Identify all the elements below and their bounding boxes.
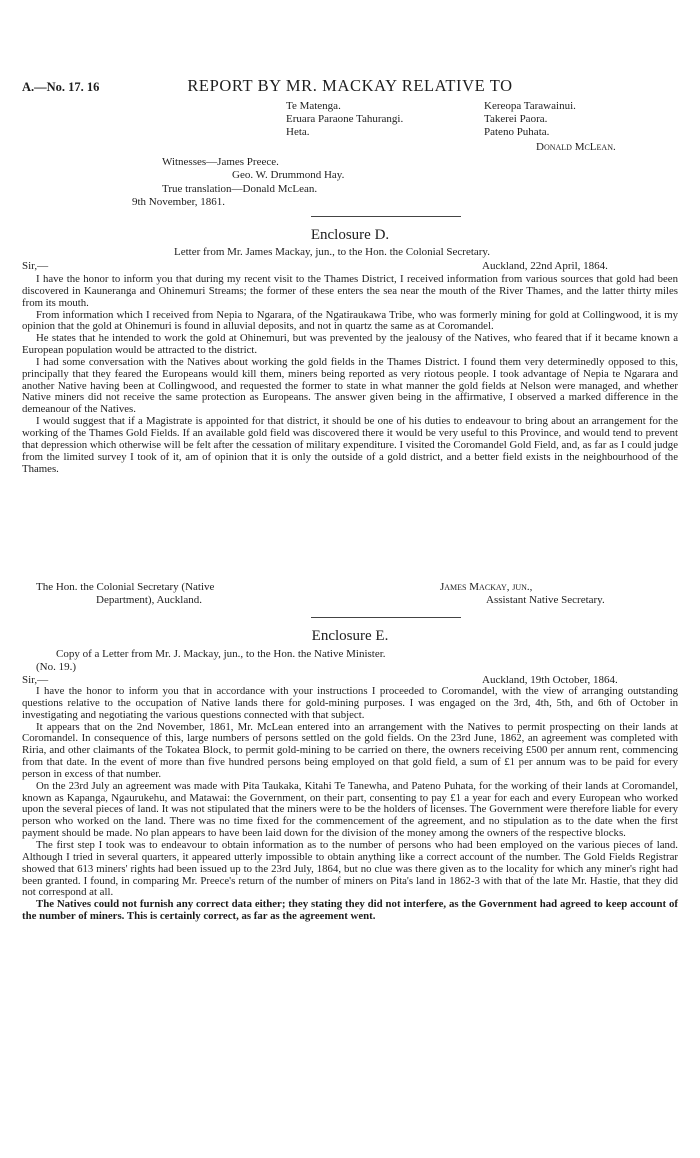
enclosure-e-place-date: Auckland, 19th October, 1864. [482,674,618,686]
paragraph: I would suggest that if a Magistrate is appointed for that district, it should be one of his duties to endeavour to bring about an arrangement for the working of the Thames Gold Fields. If an available gold field was discovered there it would be very useful to this Province, and would tend to prevent that depression which otherwise will be felt after the cessation of military expenditure. I visited the Coromandel Gold Field, and, as far as I could judge from the limited survey I took of it, am of opinion that it is only the outside of a gold district, and a better field exists in the neighbourhood of the Thames. [22,415,678,475]
signatory-name: Kereopa Tarawainui. [484,100,576,112]
enclosure-e-body [22,686,678,923]
enclosure-d-salutation: Sir,— [22,260,49,272]
enclosure-e-heading: Enclosure E. [311,628,389,644]
section-divider [311,216,461,217]
enclosure-d-heading: Enclosure D. [310,227,390,243]
paragraph: I have the honor to inform you that in accordance with your instructions I proceeded to Coromandel, with the view of arranging outstanding questions relative to the occupation of Native lands there for gold-mining purposes. I was engaged on the 3rd, 4th, 5th, and 6th of October in investigating and negotiating the various questions connected with that subject. [22,685,678,721]
signatory-name: Takerei Paora. [484,113,548,126]
paragraph: From information which I received from Nepia to Ngarara, of the Ngatiraukawa Tribe, who was formerly mining for gold at Collingwood, it is my opinion that the gold at Ohinemuri is found in alluvial deposits, and not in quartz the same as at Coromandel. [22,308,678,333]
paragraph: It appears that on the 2nd November, 1861, Mr. McLean entered into an arrangement with the Natives to permit prospecting on their lands at Coromandel. In consequence of this, large numbers of persons settled on the gold fields. On the 23rd June, 1862, an agreement was completed with Riria, and other claimants of the Tokatea Block, to permit gold-mining to be carried on there, the owners receiving £500 per annum rent, commencing from that date. In the event of more than five hundred persons being employed on that gold field, a sum of £1 per annum was to be paid for every person in excess of that number. [22,720,678,780]
enclosure-d-caption: Letter from Mr. James Mackay, jun., to the Hon. the Colonial Secretary. [174,246,490,258]
signatory-name: Te Matenga. [286,100,341,112]
translation-date: 9th November, 1861. [132,196,226,208]
enclosure-d-addressee-department: Department), Auckland. [96,594,202,606]
enclosure-d-signer-title: Assistant Native Secretary. [486,594,605,606]
enclosure-e-caption: Copy of a Letter from Mr. J. Mackay, jun., to the Hon. the Native Minister. [56,648,386,660]
enclosure-e-letter-number: (No. 19.) [36,661,77,673]
paragraph: The Natives could not furnish any correct data either; they stating they did not interfere, as the Government had agreed to keep account of the number of miners. This is certainly correct, as far as the agreement went. [22,898,678,923]
enclosure-d-addressee: The Hon. the Colonial Secretary (Native [36,581,215,593]
signatories-column-1 [286,100,403,140]
section-divider [311,617,461,618]
page-reference: A.—No. 17. 16 [22,80,100,94]
enclosure-d-signer-name: James Mackay, jun., [440,581,533,593]
signer-name: Donald McLean. [536,141,616,153]
signatory-name: Pateno Puhata. [484,126,550,139]
witness-name: Geo. W. Drummond Hay. [232,169,345,181]
signatory-name: Heta. [286,126,310,139]
witnesses-line: Witnesses—James Preece. [162,156,279,168]
paragraph: The first step I took was to endeavour to obtain information as to the number of persons who had been employed on the various pieces of land. Although I tried in several quarters, it appeared utterly impossible to obtain anything like a correct account of the number. The Gold Fields Registrar showed that 613 miners' rights had been issued up to the 23rd July, 1864, but no clue was there given as to the locality for which any miner's right had been granted. I found, in comparing Mr. Preece's return of the number of miners on Pita's land in 1862-3 with that of the late Mr. Hastie, that they did not correspond at all. [22,838,678,899]
page-header-title: REPORT BY MR. MACKAY RELATIVE TO [187,76,513,95]
paragraph: I had some conversation with the Natives about working the gold fields in the Thames District. I found them very determinedly opposed to this, principally that they feared the Europeans would kill them, miners being reported as very riotous people. I took advantage of Nepia te Ngarara and another Native having been at Collingwood, and requested the former to state in what manner the gold fields at Nelson were managed, and whether Native miners did not receive the same protection as Europeans. The answer given being in the affirmative, I observed a marked difference in the demeanour of the Natives. [22,355,678,416]
enclosure-d-place-date: Auckland, 22nd April, 1864. [482,260,608,272]
paragraph: I have the honor to inform you that during my recent visit to the Thames District, I received information from various sources that gold had been discovered in Kauneranga and Ohinemuri Streams; the former of these enters the sea near the mouth of the River Thames, and the latter thirty miles from its mouth. [22,273,678,309]
enclosure-e-salutation: Sir,— [22,674,49,686]
enclosure-d-body [22,274,678,475]
paragraph: On the 23rd July an agreement was made with Pita Taukaka, Kitahi Te Tanewha, and Pateno Puhata, for the working of their lands at Coromandel, known as Kapanga, Ngaurukehu, and Matawai: the Government, on their part, consenting to pay £1 a year for each and every European who worked upon the several pieces of land. It was not stipulated that the miners were to be the holders of licenses. The Government were therefore liable for every person who worked on the land. There was no time fixed for the commencement of the agreement, and no stipulation as to the date when the first payment should be made. No plan appears to have been laid down for the division of the money among the owners of the respective blocks. [22,779,678,840]
translation-line: True translation—Donald McLean. [162,183,318,195]
signatory-name: Eruara Paraone Tahurangi. [286,113,404,126]
paragraph: He states that he intended to work the gold at Ohinemuri, but was prevented by the jealousy of the Natives, who feared that if it became known a European population would be attracted to the district. [22,332,678,357]
signatories-column-2 [484,100,576,140]
